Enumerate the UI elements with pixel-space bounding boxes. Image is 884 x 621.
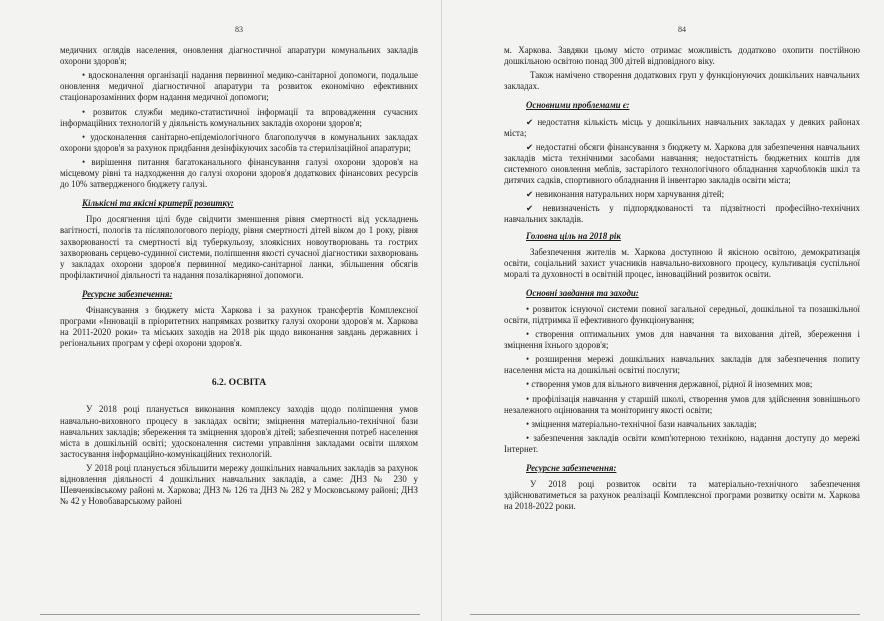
bullet-item: • вирішення питання багатоканального фінансування галузі охорони здоров'я на місцевому рівні та надходження до галузі охорони здоров'я додаткових фінансових ресурсів до 10% затвердженого бюджету галузі.	[60, 156, 418, 190]
bullet-item: • створення оптимальних умов для навчання та виховання дітей, збереження і зміцнення їхнього здоров'я;	[504, 329, 860, 351]
bullet-item: • удосконалення санітарно-епідеміологічного благополуччя в комунальних закладах охорони здоров'я за рахунок придбання дезінфікуючих засобів та стерилізаційної апаратури;	[60, 131, 418, 153]
check-item	[504, 189, 860, 200]
subheading-goal: Головна ціль на 2018 рік	[526, 231, 621, 242]
paragraph: У 2018 році планується виконання комплексу заходів щодо поліпшення умов навчально-виховного процесу в закладах освіти; зміцнення матеріально-технічної бази навчальних закладів; збереження та зміцнення здоров'я дітей; забезпечення потреб населення міста в дошкільній освіті; удосконалення системи управління закладами освіти шляхом застосування інформаційно-комунікаційних технологій.	[60, 404, 418, 459]
bullet-item: • розширення мережі дошкільних навчальних закладів для забезпечення попиту населення міста на дошкільні освітні послуги;	[504, 354, 860, 376]
paragraph: Також намічено створення додаткових груп у функціонуючих дошкільних навчальних закладах.	[504, 70, 860, 92]
check-item-text: невиконання натуральних норм харчування дітей;	[535, 189, 725, 200]
paragraph: медичних оглядів населення, оновлення діагностичної апаратури комунальних закладів охорони здоров'я;	[60, 45, 418, 67]
page-number: 84	[678, 25, 686, 34]
paragraph: Забезпечення жителів м. Харкова доступною й якісною освітою, демократизація освіти, соціальний захист учасників навчально-виховного процесу, культивація суспільної моралі та духовності в освітній процес, інноваційний розвиток освіти.	[504, 246, 860, 279]
page-number: 83	[235, 25, 243, 34]
subheading-tasks: Основні завдання та заходи:	[526, 287, 639, 298]
bullet-item: • розвиток служби медико-статистичної інформації та впровадження сучасних інформаційних технологій у діяльність комунальних закладів охорони здоров'я;	[60, 106, 418, 128]
check-icon: ✔	[526, 189, 534, 200]
check-item	[504, 203, 860, 225]
section-title: 6.2. ОСВІТА	[211, 377, 267, 389]
bullet-item: • забезпечення закладів освіти комп'ютерною технікою, надання доступу до мережі Інтернет.	[504, 432, 860, 454]
check-item	[504, 117, 860, 139]
paragraph: Про досягнення цілі буде свідчити зменшення рівня смертності від ускладнень вагітності, пологів та післяпологового періоду, рівня смертності дітей віком до 1 року, рівня захворюваності та смертності від туберкульозу, злоякісних новоутворювань та гострих захворювань серцево-судинної системи, поліпшення якості сучасної діагностики захворювань у закладах охорони здоров'я первинної медико-санітарної ланки, збільшення обсягів профілактичної діяльності та надання позалікарняної допомоги.	[60, 214, 418, 280]
bullet-item: • профілізація навчання у старшій школі, створення умов для здійснення зовнішнього незалежного оцінювання та моніторингу якості освіти;	[504, 393, 860, 415]
check-icon: ✔	[526, 203, 534, 214]
paragraph: Фінансування з бюджету міста Харкова і за рахунок трансфертів Комплексної програми «Інновації в пріоритетних напрямках розвитку галузі охорони здоров'я м. Харкова на 2011-2020 роки» та міських заходів на 2018 рік щодо виконання завдань державних і регіональних програм у сфері охорони здоров'я.	[60, 304, 418, 349]
right-page	[442, 0, 884, 621]
paragraph: м. Харкова. Завдяки цьому місто отримає можливість додатково охопити постійною дошкільною освітою понад 300 дітей відповідного віку.	[504, 45, 860, 67]
subheading-resources: Ресурсне забезпечення:	[526, 463, 617, 473]
check-icon: ✔	[526, 116, 534, 127]
check-item	[504, 142, 860, 186]
subheading-criteria: Кількісні та якісні критерії розвитку:	[82, 198, 234, 209]
check-item-text: недостатні обсяги фінансування з бюджету м. Харкова для забезпечення навчальних закладів міста технічними засобами навчання; недостатність бюджетних коштів для системного оновлення меблів, застарілого технологічного обладнання харчоблоків шкіл та дитячих садків, спортивного обладнання й інвентарю закладів освіти міста;	[504, 141, 860, 186]
paragraph: У 2018 році розвиток освіти та матеріально-технічного забезпечення здійснюватиметься за рахунок реалізації Комплексної програми розвитку освіти м. Харкова на 2018-2022 роки.	[504, 479, 860, 512]
check-item-text: недостатня кількість місць у дошкільних навчальних закладах у деяких районах міста;	[504, 116, 861, 138]
scan-edge-line	[470, 614, 860, 615]
bullet-item: • розвиток існуючої системи повної загальної середньої, дошкільної та позашкільної освіти, підтримка її ефективного функціонування;	[504, 303, 860, 325]
bullet-item: • зміцнення матеріально-технічної бази навчальних закладів;	[526, 418, 757, 429]
bullet-item: • створення умов для вільного вивчення державної, рідної й іноземних мов;	[526, 379, 813, 390]
scan-edge-line	[40, 614, 420, 615]
check-item-text: невизначеність у підпорядкованості та підзвітності професійно-технічних навчальних закладів.	[504, 203, 860, 225]
paragraph: У 2018 році планується збільшити мережу дошкільних навчальних закладів за рахунок відновлення діяльності 4 дошкільних навчальних закладів, а саме: ДНЗ № 230 у Шевченківському районі м. Харкова; ДНЗ № 126 та ДНЗ № 282 у Московському районі; ДНЗ № 42 у Новобаварському районі	[60, 462, 418, 507]
subheading-resources: Ресурсне забезпечення:	[82, 288, 173, 299]
subheading-problems: Основними проблемами є:	[526, 100, 630, 111]
check-icon: ✔	[526, 141, 534, 152]
bullet-item: • вдосконалення організації надання первинної медико-санітарної допомоги, подальше оновлення медичної діагностичної апаратури та розвиток економічно ефективних стаціонарозамінних форм надання медичної допомоги;	[60, 70, 418, 103]
